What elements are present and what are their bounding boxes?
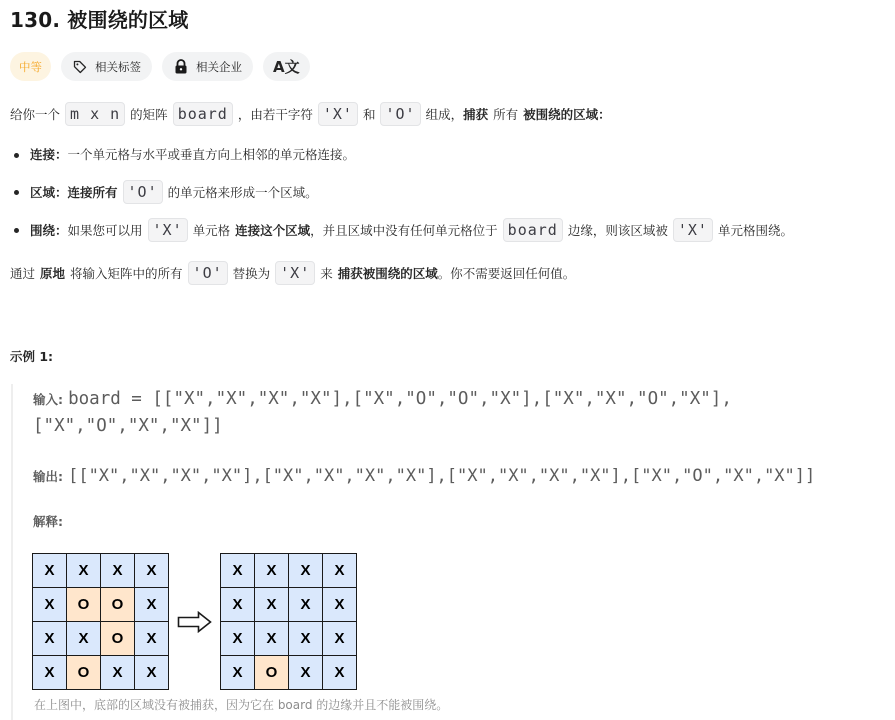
cell-x: X (323, 588, 357, 622)
example-output (33, 466, 815, 486)
inline-code: board (173, 102, 233, 126)
text: 组成， (425, 107, 464, 122)
related-tags-label: 相关标签 (95, 59, 141, 74)
grid-row (33, 588, 169, 622)
bold-text: 区域： (30, 185, 68, 200)
translate-icon: A文 (273, 58, 300, 76)
board-before-grid (32, 553, 169, 690)
cell-x: X (101, 554, 135, 588)
text: 来 (320, 266, 333, 281)
cell-x: X (135, 622, 169, 656)
cell-o: O (101, 588, 135, 622)
text: 的矩阵 (130, 107, 168, 122)
cell-x: X (255, 622, 289, 656)
cell-x: X (33, 588, 67, 622)
cell-x: X (289, 656, 323, 690)
inline-code: 'X' (673, 218, 713, 242)
text: 所有 (493, 107, 519, 122)
text: 通过 (10, 266, 36, 281)
cell-x: X (323, 622, 357, 656)
text: 一个单元格与水平或垂直方向上相邻的单元格连接。 (67, 147, 356, 162)
inline-code: 'X' (318, 102, 358, 126)
example-input (33, 389, 732, 409)
bold-text: 原地 (40, 266, 66, 281)
bullet-region (30, 180, 318, 204)
lock-icon (173, 59, 189, 75)
inline-code: 'O' (123, 180, 163, 204)
example-title: 示例 1: (10, 349, 54, 364)
difficulty-badge[interactable]: 中等 (10, 52, 51, 81)
cell-x: X (33, 554, 67, 588)
text: 单元格围绕。 (717, 223, 793, 238)
cell-x: X (221, 622, 255, 656)
cell-x: X (135, 588, 169, 622)
example-input-cont (33, 416, 223, 436)
replace-instruction (10, 261, 575, 285)
cell-x: X (255, 554, 289, 588)
cell-x: X (289, 554, 323, 588)
cell-o: O (67, 588, 101, 622)
cell-x: X (67, 554, 101, 588)
tag-bar (10, 52, 310, 81)
text: 。你不需要返回任何值。 (437, 266, 576, 281)
explain-label: 解释: (33, 514, 63, 529)
grid-row (221, 622, 357, 656)
grid-row (33, 656, 169, 690)
related-companies-button[interactable] (162, 52, 253, 81)
cell-x: X (135, 554, 169, 588)
grid-row (221, 656, 357, 690)
cell-x: X (221, 554, 255, 588)
cell-x: X (323, 554, 357, 588)
description-intro (10, 102, 611, 126)
tag-icon (72, 59, 88, 75)
board-after-grid (220, 553, 357, 690)
cell-x: X (255, 588, 289, 622)
text: 和 (362, 107, 376, 122)
problem-title: 130. 被围绕的区域 (10, 8, 189, 32)
cell-o: O (101, 622, 135, 656)
example-border (11, 384, 13, 720)
cell-x: X (221, 588, 255, 622)
inline-code: 'O' (188, 261, 228, 285)
inline-code: 'X' (148, 218, 188, 242)
bold-text: 围绕： (30, 223, 68, 238)
text: 边缘，则该区域被 (567, 223, 668, 238)
cell-x: X (101, 656, 135, 690)
bold-text: 捕获 (463, 107, 489, 122)
text: ，并且区域中没有任何单元格位于 (310, 223, 498, 238)
related-tags-button[interactable] (61, 52, 152, 81)
text: 给你一个 (10, 107, 61, 122)
grid-row (33, 554, 169, 588)
cell-o: O (255, 656, 289, 690)
inline-code: 'O' (380, 102, 420, 126)
bold-text: 捕获被围绕的区域 (337, 266, 438, 281)
text: ： (598, 107, 611, 122)
inline-code: 'X' (275, 261, 315, 285)
cell-x: X (33, 656, 67, 690)
bold-text: 连接这个区域 (235, 223, 311, 238)
bullet-dot (14, 190, 19, 195)
related-companies-label: 相关企业 (196, 59, 242, 74)
cell-x: X (135, 656, 169, 690)
bold-text: 连接： (30, 147, 68, 162)
text: ，由若干字符 (237, 107, 313, 122)
translate-button[interactable] (263, 52, 310, 81)
bullet-dot (14, 153, 19, 158)
bold-text: 被围绕的区域 (523, 107, 599, 122)
text: 单元格 (192, 223, 231, 238)
text: 替换为 (232, 266, 271, 281)
bullet-surround (30, 218, 793, 242)
text: 的单元格来形成一个区域。 (167, 185, 318, 200)
inline-code: m x n (65, 102, 125, 126)
grid-row (221, 588, 357, 622)
cell-x: X (221, 656, 255, 690)
cell-x: X (67, 622, 101, 656)
cell-x: X (289, 622, 323, 656)
input-value-cont: ["X","O","X","X"]] (33, 416, 223, 436)
bold-text: 连接所有 (67, 185, 118, 200)
grid-row (221, 554, 357, 588)
cell-x: X (33, 622, 67, 656)
input-value: board = [["X","X","X","X"],["X","O","O","X"],["X","X","O","X"], (68, 389, 732, 409)
input-label: 输入: (33, 392, 63, 407)
bullet-connect (30, 145, 355, 163)
output-value: [["X","X","X","X"],["X","X","X","X"],["X","X","X","X"],["X","O","X","X"]] (68, 466, 816, 486)
text: 将输入矩阵中的所有 (70, 266, 183, 281)
cell-x: X (323, 656, 357, 690)
arrow-right-icon (177, 611, 213, 633)
bullet-dot (14, 228, 19, 233)
grid-row (33, 622, 169, 656)
output-label: 输出: (33, 469, 63, 484)
cell-x: X (289, 588, 323, 622)
inline-code: board (503, 218, 563, 242)
text: 如果您可以用 (67, 223, 143, 238)
cell-o: O (67, 656, 101, 690)
figure-caption: 在上图中，底部的区域没有被捕获，因为它在 board 的边缘并且不能被围绕。 (34, 698, 449, 712)
